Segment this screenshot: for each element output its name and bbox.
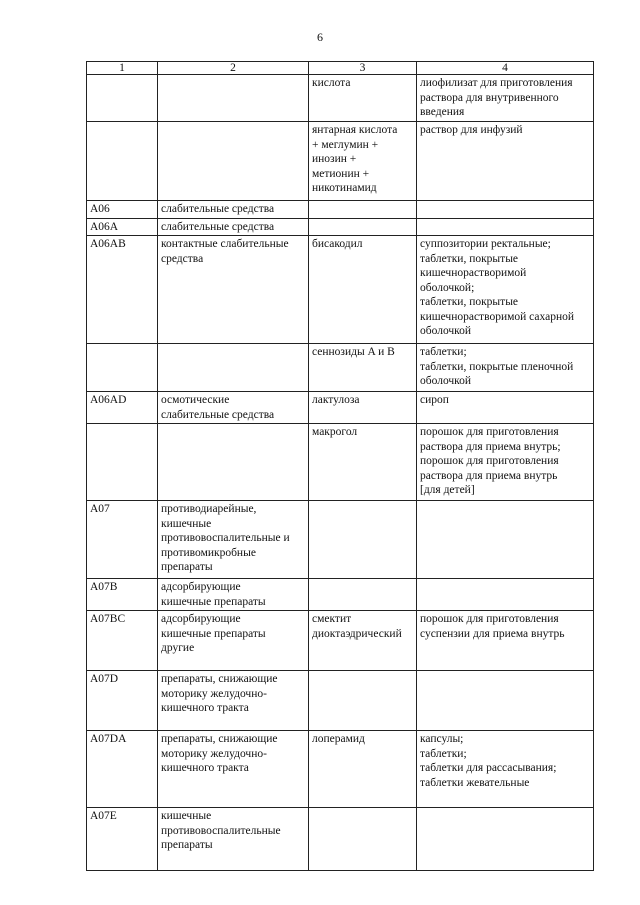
cell-text-line: порошок для приготовления [420, 426, 559, 438]
drug-name-cell [309, 122, 417, 201]
cell-text-line: таблетки жевательные [420, 776, 530, 789]
dosage-form-cell [417, 579, 594, 611]
column-header-1: 1 [87, 62, 158, 75]
table-row [87, 236, 594, 344]
cell-text-line: лоперамид [312, 733, 365, 745]
table-row [87, 671, 594, 731]
atc-code-cell [87, 731, 158, 808]
table-row [87, 424, 594, 501]
table-row [87, 808, 594, 871]
cell-text-line: раствора для приема внутрь; [420, 440, 561, 453]
group-name-cell [158, 75, 309, 122]
page-number: 6 [317, 30, 323, 44]
atc-code-cell [87, 392, 158, 424]
drug-name-cell [309, 501, 417, 579]
cell-text-line: кишечные препараты [161, 627, 266, 640]
dosage-form-cell [417, 75, 594, 122]
table-row [87, 501, 594, 579]
cell-text-line: A06 [90, 203, 110, 215]
cell-text-line: таблетки, покрытые [420, 252, 519, 265]
dosage-form-cell [417, 344, 594, 392]
table-row [87, 344, 594, 392]
dosage-form-cell [417, 611, 594, 671]
drug-name-cell [309, 671, 417, 731]
cell-text-line: инозин + [312, 153, 357, 165]
table-row [87, 392, 594, 424]
cell-text-line: A06A [90, 220, 119, 233]
drug-name-cell [309, 808, 417, 871]
dosage-form-cell [417, 671, 594, 731]
dosage-form-cell [417, 218, 594, 236]
table-row [87, 579, 594, 611]
cell-text-line: слабительные средства [161, 203, 275, 215]
cell-text-line: введения [420, 106, 465, 118]
cell-text-line: A07DA [90, 733, 127, 745]
cell-text-line: лактулоза [312, 394, 360, 406]
cell-text-line: противовоспалительные [161, 824, 281, 837]
cell-text-line: оболочкой; [420, 281, 475, 294]
cell-text-line: слабительные средства [161, 220, 275, 233]
cell-text-line: A07E [90, 810, 117, 822]
group-name-cell [158, 424, 309, 501]
cell-text-line: сироп [420, 394, 449, 406]
cell-text-line: A07BC [90, 613, 126, 625]
cell-text-line: кишечного тракта [161, 702, 249, 714]
cell-text-line: кишечные [161, 517, 212, 530]
atc-code-cell [87, 424, 158, 501]
column-header-3: 3 [309, 62, 417, 75]
cell-text-line: препараты, снижающие [161, 673, 278, 685]
cell-text-line: таблетки, покрытые пленочной [420, 360, 574, 373]
group-name-cell [158, 236, 309, 344]
group-name-cell [158, 501, 309, 579]
table-row [87, 122, 594, 201]
cell-text-line: суппозитории ректальные; [420, 238, 551, 250]
drug-name-cell [309, 201, 417, 219]
cell-text-line: капсулы; [420, 733, 464, 745]
atc-code-cell [87, 75, 158, 122]
drug-name-cell [309, 392, 417, 424]
cell-text-line: контактные слабительные [161, 238, 289, 250]
table-row [87, 75, 594, 122]
cell-text-line: средства [161, 252, 204, 265]
drug-name-cell [309, 731, 417, 808]
atc-code-cell [87, 579, 158, 611]
atc-code-cell [87, 218, 158, 236]
cell-text-line: кишечного тракта [161, 762, 249, 774]
cell-text-line: порошок для приготовления [420, 455, 559, 467]
table-row [87, 201, 594, 219]
cell-text-line: бисакодил [312, 238, 363, 250]
cell-text-line: метионин + [312, 167, 370, 180]
cell-text-line: раствора для приема внутрь [420, 469, 558, 482]
cell-text-line: A06AB [90, 238, 126, 250]
cell-text-line: противодиарейные, [161, 503, 257, 515]
atc-code-cell [87, 808, 158, 871]
cell-text-line: [для детей] [420, 484, 475, 496]
table-header-row [87, 62, 594, 75]
cell-text-line: порошок для приготовления [420, 613, 559, 625]
cell-text-line: таблетки; [420, 346, 467, 358]
cell-text-line: таблетки для рассасывания; [420, 762, 557, 774]
cell-text-line: таблетки; [420, 747, 467, 760]
cell-text-line: янтарная кислота [312, 124, 398, 136]
group-name-cell [158, 671, 309, 731]
table-row [87, 218, 594, 236]
cell-text-line: суспензии для приема внутрь [420, 627, 565, 640]
dosage-form-cell [417, 731, 594, 808]
cell-text-line: оболочкой [420, 325, 472, 337]
column-header-2: 2 [158, 62, 309, 75]
atc-code-cell [87, 501, 158, 579]
dosage-form-cell [417, 808, 594, 871]
cell-text-line: макрогол [312, 426, 358, 438]
cell-text-line: адсорбирующие [161, 613, 241, 625]
drug-name-cell [309, 75, 417, 122]
atc-code-cell [87, 201, 158, 219]
dosage-form-cell [417, 201, 594, 219]
drug-name-cell [309, 611, 417, 671]
drug-name-cell [309, 236, 417, 344]
cell-text-line: раствор для инфузий [420, 124, 523, 136]
drug-name-cell [309, 579, 417, 611]
cell-text-line: препараты [161, 839, 213, 851]
dosage-form-cell [417, 236, 594, 344]
cell-text-line: кишечнорастворимой сахарной [420, 310, 575, 323]
column-header-4: 4 [417, 62, 594, 75]
cell-text-line: препараты [161, 561, 213, 573]
cell-text-line: осмотические [161, 394, 230, 406]
group-name-cell [158, 611, 309, 671]
cell-text-line: A06AD [90, 394, 127, 406]
atc-code-cell [87, 671, 158, 731]
cell-text-line: слабительные средства [161, 408, 275, 421]
cell-text-line: + меглумин + [312, 138, 379, 151]
atc-code-cell [87, 122, 158, 201]
cell-text-line: таблетки, покрытые [420, 296, 519, 308]
dosage-form-cell [417, 122, 594, 201]
cell-text-line: кишечнорастворимой [420, 267, 527, 279]
cell-text-line: раствора для внутривенного [420, 91, 559, 104]
group-name-cell [158, 344, 309, 392]
dosage-form-cell [417, 501, 594, 579]
cell-text-line: моторику желудочно- [161, 687, 267, 700]
cell-text-line: противомикробные [161, 546, 256, 559]
drug-classification-table [86, 61, 594, 871]
group-name-cell [158, 731, 309, 808]
cell-text-line: диоктаэдрический [312, 627, 402, 640]
group-name-cell [158, 808, 309, 871]
cell-text-line: никотинамид [312, 182, 377, 194]
drug-name-cell [309, 344, 417, 392]
cell-text-line: оболочкой [420, 375, 472, 387]
cell-text-line: A07D [90, 673, 119, 685]
dosage-form-cell [417, 424, 594, 501]
cell-text-line: препараты, снижающие [161, 733, 278, 745]
table-row [87, 611, 594, 671]
drug-name-cell [309, 218, 417, 236]
cell-text-line: кишечные препараты [161, 595, 266, 608]
drug-name-cell [309, 424, 417, 501]
cell-text-line: адсорбирующие [161, 581, 241, 593]
cell-text-line: A07B [90, 581, 118, 593]
group-name-cell [158, 122, 309, 201]
cell-text-line: моторику желудочно- [161, 747, 267, 760]
atc-code-cell [87, 344, 158, 392]
cell-text-line: кислота [312, 77, 351, 89]
cell-text-line: кишечные [161, 810, 212, 822]
cell-text-line: другие [161, 642, 195, 654]
cell-text-line: противовоспалительные и [161, 532, 290, 544]
group-name-cell [158, 392, 309, 424]
atc-code-cell [87, 236, 158, 344]
atc-code-cell [87, 611, 158, 671]
dosage-form-cell [417, 392, 594, 424]
group-name-cell [158, 201, 309, 219]
group-name-cell [158, 579, 309, 611]
cell-text-line: смектит [312, 613, 352, 625]
group-name-cell [158, 218, 309, 236]
table-row [87, 731, 594, 808]
cell-text-line: сеннозиды A и B [312, 346, 395, 358]
cell-text-line: A07 [90, 503, 110, 515]
cell-text-line: лиофилизат для приготовления [420, 77, 573, 89]
